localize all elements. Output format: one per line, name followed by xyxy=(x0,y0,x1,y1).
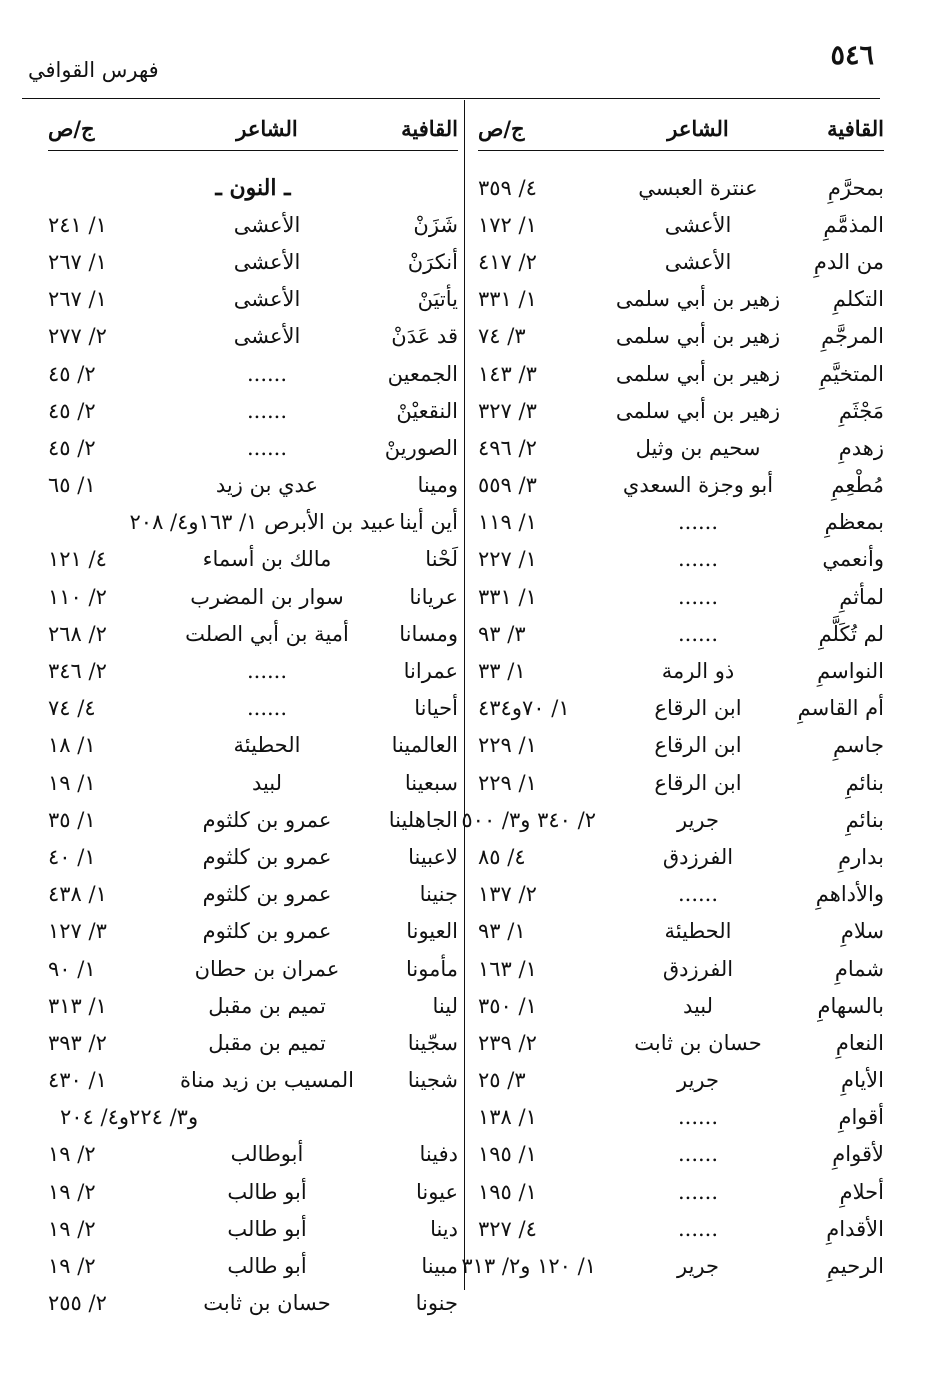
poet-name: أمية بن أبي الصلت xyxy=(185,621,349,646)
index-entry xyxy=(48,950,458,987)
left-column xyxy=(48,108,458,1322)
poet-name: لبيد xyxy=(682,993,714,1018)
index-entry xyxy=(48,1136,458,1173)
index-entry xyxy=(48,206,458,243)
index-entry xyxy=(478,243,884,280)
index-entry xyxy=(48,1210,458,1247)
volume-page-ref: ١/ ١٨ xyxy=(48,733,96,758)
poet-name: عنترة العبسي xyxy=(638,175,758,200)
rhyme-word: العالمينا xyxy=(391,733,458,758)
rhyme-word: أين أينا xyxy=(399,510,458,535)
poet-name: مالك بن أسماء xyxy=(202,547,332,572)
index-entry xyxy=(478,541,884,578)
rhyme-word: جاسمِ xyxy=(833,733,884,758)
volume-page-ref: ١/ ٢٢٧ xyxy=(478,547,537,572)
rhyme-word: الأيامِ xyxy=(840,1068,884,1093)
poet-name: الأعشى xyxy=(664,212,732,237)
rhyme-word: لمأثمِ xyxy=(839,584,884,609)
poet-name: ...... xyxy=(677,547,719,572)
volume-page-ref: ٤/ ١٢١ xyxy=(48,547,107,572)
index-entry xyxy=(478,876,884,913)
rhyme-word: من الدمِ xyxy=(813,249,884,274)
volume-page-ref: ١/ ٤٣٨ xyxy=(48,882,107,907)
index-entry xyxy=(478,1024,884,1061)
poet-name: الأعشى xyxy=(233,324,301,349)
volume-page-ref: ٢/ ٤١٧ xyxy=(478,249,537,274)
volume-page-ref: ٤/ ٣٥٩ xyxy=(478,175,537,200)
poet-name: سوار بن المضرب xyxy=(190,584,344,609)
index-entry xyxy=(478,727,884,764)
index-entry xyxy=(478,578,884,615)
volume-page-ref: ١/ ١٩ xyxy=(48,770,96,795)
volume-page-ref: ٤/ ٣٢٧ xyxy=(478,1216,537,1241)
rhyme-word: أم القاسمِ xyxy=(797,696,884,721)
rhyme-word: الأقدامِ xyxy=(826,1216,884,1241)
poet-name: ابن الرقاع xyxy=(654,696,742,721)
volume-page-ref: ٢/ ٣٤٦ xyxy=(48,659,107,684)
poet-name: الفرزدق xyxy=(662,956,734,981)
volume-page-ref: ٢/ ٤٩٦ xyxy=(478,435,537,460)
poet-name: تميم بن مقبل xyxy=(208,1030,326,1055)
rhyme-word: المذمَّمِ xyxy=(823,212,884,237)
index-entry xyxy=(478,467,884,504)
right-column-header xyxy=(478,108,884,151)
poet-name: الأعشى xyxy=(233,287,301,312)
rhyme-word: مُطْعِمِ xyxy=(831,473,884,498)
index-entry xyxy=(478,764,884,801)
volume-page-ref: ١/ ٣٥٠ xyxy=(478,993,537,1018)
poet-name: تميم بن مقبل xyxy=(208,993,326,1018)
volume-page-ref: ١/ ٢٤١ xyxy=(48,212,107,237)
poet-name: عمرو بن كلثوم xyxy=(202,919,332,944)
rhyme-word: عمرانا xyxy=(403,659,458,684)
rhyme-word: جنونا xyxy=(415,1291,458,1316)
volume-page-ref: ٢/ ٢٧٧ xyxy=(48,324,107,349)
index-entry xyxy=(478,652,884,689)
volume-page-ref: ٣/ ١٤٣ xyxy=(478,361,537,386)
rhyme-word: لاعبينا xyxy=(408,844,458,869)
index-entry xyxy=(48,1099,458,1136)
volume-page-ref: ١/ ٣٣١ xyxy=(478,287,537,312)
poet-name: جرير xyxy=(677,1254,719,1279)
poet-name: ذو الرمة xyxy=(661,659,735,684)
index-entry xyxy=(478,504,884,541)
volume-page-ref: ١/ ١٩٥ xyxy=(478,1179,537,1204)
index-entry xyxy=(48,1062,458,1099)
index-entry xyxy=(478,1173,884,1210)
index-entry xyxy=(48,243,458,280)
volume-page-ref: ١/ ٩٣ xyxy=(478,919,526,944)
poet-name: ...... xyxy=(677,1105,719,1130)
left-column-header xyxy=(48,108,458,151)
rhyme-word: الجاهلينا xyxy=(388,807,458,832)
volume-page-ref: ١/ ٢٦٧ xyxy=(48,249,107,274)
poet-name: ...... xyxy=(246,435,288,460)
poet-name: الحطيئة xyxy=(233,733,301,758)
poet-name: الأعشى xyxy=(233,249,301,274)
poet-name: عمرو بن كلثوم xyxy=(202,882,332,907)
poet-name: أبوطالب xyxy=(230,1142,304,1167)
poet-name: أبو وجزة السعدي xyxy=(622,473,774,498)
page-number: ٥٤٦ xyxy=(830,40,874,71)
rhyme-word: الرحيمِ xyxy=(826,1254,884,1279)
index-entry xyxy=(478,690,884,727)
volume-page-ref: ٢/ ٤٥ xyxy=(48,361,96,386)
volume-page-ref: ٢/ ٤٥ xyxy=(48,398,96,423)
rhyme-word: شَزَنْ xyxy=(413,212,458,237)
rhyme-word: أحلامِ xyxy=(839,1179,884,1204)
volume-page-ref: ١/ ١١٩ xyxy=(478,510,537,535)
left-index-rows xyxy=(48,169,458,1322)
poet-name: زهير بن أبي سلمى xyxy=(615,361,781,386)
rhyme-word: شجينا xyxy=(407,1068,458,1093)
index-entry xyxy=(48,690,458,727)
rhyme-word: سلامِ xyxy=(840,919,884,944)
volume-page-ref: ٣/ ٢٥ xyxy=(478,1068,526,1093)
volume-page-ref: ٢/ ١٩ xyxy=(48,1142,96,1167)
index-entry xyxy=(478,1099,884,1136)
column-divider xyxy=(464,100,465,1290)
rhyme-word: مَجْثَمِ xyxy=(838,398,884,423)
rhyme-word: بمحرَّمِ xyxy=(827,175,884,200)
index-entry xyxy=(48,727,458,764)
index-entry xyxy=(48,913,458,950)
rhyme-word: المرجَّمِ xyxy=(821,324,884,349)
volume-page-ref: ٢/ ١٩ xyxy=(48,1254,96,1279)
volume-page-ref: ٣/ ٥٥٩ xyxy=(478,473,537,498)
volume-page-ref: ٣/ ٣٢٧ xyxy=(478,398,537,423)
poet-name: ...... xyxy=(677,1216,719,1241)
index-entry xyxy=(48,355,458,392)
index-entry xyxy=(478,355,884,392)
index-entry xyxy=(48,541,458,578)
header-qafiya: القافية xyxy=(827,115,884,141)
index-entry xyxy=(48,504,458,541)
rhyme-word: لينا xyxy=(432,993,458,1018)
index-entry xyxy=(478,838,884,875)
volume-page-ref: ١/ ٤٠ xyxy=(48,844,96,869)
rhyme-word: النعامِ xyxy=(835,1030,884,1055)
poet-name: الحطيئة xyxy=(664,919,732,944)
volume-page-ref: ١/ ١٢٠ و٢/ ٣١٣ xyxy=(461,1254,596,1279)
index-entry xyxy=(48,1247,458,1284)
volume-page-ref: ٢/ ٣٤٠ و٣/ ٥٠٠ xyxy=(461,807,596,832)
rhyme-word: بالسهامِ xyxy=(817,993,884,1018)
index-entry xyxy=(48,838,458,875)
rhyme-word: دفينا xyxy=(419,1142,458,1167)
index-entry xyxy=(48,1024,458,1061)
rhyme-word: التكلمِ xyxy=(832,287,884,312)
rhyme-word: بنائمِ xyxy=(845,807,884,832)
poet-name: عبيد بن الأبرص ١/ ١٦٣و٤/ ٢٠٨ xyxy=(129,510,397,535)
rhyme-word: الجمعين xyxy=(387,361,458,386)
volume-page-ref: ٢/ ٤٥ xyxy=(48,435,96,460)
poet-name: ...... xyxy=(677,584,719,609)
rhyme-word: وأنعمي xyxy=(822,547,884,572)
volume-page-ref: ٢/ ١٩ xyxy=(48,1216,96,1241)
index-entry xyxy=(48,392,458,429)
poet-name: زهير بن أبي سلمى xyxy=(615,324,781,349)
running-title: فهرس القوافي xyxy=(28,58,159,82)
volume-page-ref: ٢/ ١٩ xyxy=(48,1179,96,1204)
index-entry xyxy=(48,615,458,652)
volume-page-ref: ٢/ ١١٠ xyxy=(48,584,107,609)
index-entry xyxy=(48,318,458,355)
volume-page-ref: ٣/ ٩٣ xyxy=(478,621,526,646)
rhyme-word: دينا xyxy=(430,1216,458,1241)
poet-name: لبيد xyxy=(251,770,283,795)
poet-name: سحيم بن وثيل xyxy=(635,435,761,460)
volume-page-ref: ٤/ ٧٤ xyxy=(48,696,96,721)
rhyme-word: لأقوامِ xyxy=(832,1142,884,1167)
volume-page-ref: ٢/ ١٣٧ xyxy=(478,882,537,907)
right-column xyxy=(461,108,884,1285)
rhyme-word: بنائمِ xyxy=(845,770,884,795)
poet-name: حسان بن ثابت xyxy=(634,1030,762,1055)
poet-name: ...... xyxy=(246,398,288,423)
poet-name: ...... xyxy=(246,696,288,721)
poet-name: زهير بن أبي سلمى xyxy=(615,287,781,312)
volume-page-ref: ٤/ ٨٥ xyxy=(478,844,526,869)
rhyme-word: عيونا xyxy=(416,1179,458,1204)
section-heading-nun: ـ النون ـ xyxy=(215,174,291,201)
poet-name: جرير xyxy=(677,807,719,832)
index-entry xyxy=(478,987,884,1024)
rhyme-word: أنكرَنْ xyxy=(407,249,458,274)
rhyme-word: قد عَدَنْ xyxy=(391,324,458,349)
rhyme-word: ومينا xyxy=(417,473,458,498)
rhyme-word: جنينا xyxy=(419,882,458,907)
header-shaer: الشاعر xyxy=(667,115,729,141)
index-entry xyxy=(478,1062,884,1099)
right-index-rows xyxy=(461,169,884,1285)
index-entry xyxy=(48,578,458,615)
index-entry xyxy=(461,1247,884,1284)
index-entry xyxy=(478,206,884,243)
header-jiz-safha: ج/ص xyxy=(478,115,525,141)
poet-name: أبو طالب xyxy=(227,1216,307,1241)
rhyme-word: أحيانا xyxy=(414,696,458,721)
rhyme-word: زهدمِ xyxy=(838,435,884,460)
index-entry xyxy=(478,913,884,950)
index-entry xyxy=(48,1173,458,1210)
rhyme-word: بدارمِ xyxy=(838,844,884,869)
volume-page-ref: ١/ ٤٣٠ xyxy=(48,1068,107,1093)
index-entry xyxy=(48,281,458,318)
volume-page-ref: ١/ ٧٠و٤٣٤ xyxy=(478,696,570,721)
poet-name: ...... xyxy=(677,621,719,646)
index-entry xyxy=(48,764,458,801)
reference-continuation: و٣/ ٢٢٤و٤/ ٢٠٤ xyxy=(60,1105,199,1130)
poet-name: جرير xyxy=(677,1068,719,1093)
poet-name: ابن الرقاع xyxy=(654,770,742,795)
poet-name: ...... xyxy=(677,1142,719,1167)
volume-page-ref: ١/ ٦٥ xyxy=(48,473,96,498)
volume-page-ref: ١/ ٣٣ xyxy=(478,659,526,684)
rhyme-word: يأتيَنْ xyxy=(417,287,458,312)
index-entry xyxy=(48,429,458,466)
volume-page-ref: ١/ ١٩٥ xyxy=(478,1142,537,1167)
rhyme-word: لَحْنا xyxy=(425,547,458,572)
poet-name: زهير بن أبي سلمى xyxy=(615,398,781,423)
volume-page-ref: ١/ ٣٣١ xyxy=(478,584,537,609)
poet-name: عمران بن حطان xyxy=(194,956,340,981)
volume-page-ref: ٣/ ٧٤ xyxy=(478,324,526,349)
index-entry xyxy=(478,429,884,466)
rhyme-word: عريانا xyxy=(409,584,458,609)
rhyme-word: المتخيَّمِ xyxy=(819,361,884,386)
index-entry xyxy=(478,281,884,318)
volume-page-ref: ١/ ١٣٨ xyxy=(478,1105,537,1130)
volume-page-ref: ١/ ١٧٢ xyxy=(478,212,537,237)
poet-name: الفرزدق xyxy=(662,844,734,869)
volume-page-ref: ٣/ ١٢٧ xyxy=(48,919,107,944)
rhyme-word: سبعينا xyxy=(404,770,458,795)
index-entry xyxy=(461,801,884,838)
poet-name: ابن الرقاع xyxy=(654,733,742,758)
poet-name: المسيب بن زيد مناة xyxy=(180,1068,354,1093)
poet-name: ...... xyxy=(677,1179,719,1204)
header-shaer: الشاعر xyxy=(236,115,298,141)
poet-name: الأعشى xyxy=(233,212,301,237)
volume-page-ref: ٢/ ٣٩٣ xyxy=(48,1030,107,1055)
poet-name: ...... xyxy=(246,361,288,386)
index-entry xyxy=(48,801,458,838)
rhyme-word: ومسانا xyxy=(399,621,458,646)
poet-name: ...... xyxy=(677,882,719,907)
volume-page-ref: ٢/ ٢٣٩ xyxy=(478,1030,537,1055)
index-entry xyxy=(478,169,884,206)
poet-name: عدي بن زيد xyxy=(215,473,319,498)
volume-page-ref: ١/ ٩٠ xyxy=(48,956,96,981)
rhyme-word: العيونا xyxy=(406,919,458,944)
index-entry xyxy=(478,318,884,355)
index-entry xyxy=(48,876,458,913)
rhyme-word: بمعظمِ xyxy=(824,510,884,535)
rhyme-word: الصورينْ xyxy=(384,435,458,460)
rhyme-word: شمامِ xyxy=(834,956,884,981)
index-entry xyxy=(48,467,458,504)
rhyme-word: النقعيْنْ xyxy=(396,398,458,423)
index-entry xyxy=(48,1285,458,1322)
index-entry xyxy=(478,1136,884,1173)
index-entry xyxy=(48,987,458,1024)
index-entry xyxy=(48,652,458,689)
rhyme-word: النواسمِ xyxy=(817,659,884,684)
volume-page-ref: ٢/ ٢٥٥ xyxy=(48,1291,107,1316)
poet-name: عمرو بن كلثوم xyxy=(202,844,332,869)
volume-page-ref: ٢/ ٢٦٨ xyxy=(48,621,107,646)
volume-page-ref: ١/ ١٦٣ xyxy=(478,956,537,981)
poet-name: أبو طالب xyxy=(227,1254,307,1279)
poet-name: أبو طالب xyxy=(227,1179,307,1204)
volume-page-ref: ١/ ٢٢٩ xyxy=(478,770,537,795)
poet-name: حسان بن ثابت xyxy=(203,1291,331,1316)
header-jiz-safha: ج/ص xyxy=(48,115,95,141)
volume-page-ref: ١/ ٣٥ xyxy=(48,807,96,832)
poet-name: عمرو بن كلثوم xyxy=(202,807,332,832)
poet-name: ...... xyxy=(677,510,719,535)
rhyme-word: مأمونا xyxy=(406,956,458,981)
rhyme-word: لم تُكَلَّمِ xyxy=(818,621,884,646)
rhyme-word: أقوامِ xyxy=(838,1105,884,1130)
poet-name: ...... xyxy=(246,659,288,684)
volume-page-ref: ١/ ٢٦٧ xyxy=(48,287,107,312)
rhyme-word: مبينا xyxy=(421,1254,458,1279)
index-entry xyxy=(478,950,884,987)
index-entry xyxy=(478,615,884,652)
top-rule xyxy=(22,98,880,99)
rhyme-word: والأداهمِ xyxy=(815,882,884,907)
header-qafiya: القافية xyxy=(401,115,458,141)
poet-name: الأعشى xyxy=(664,249,732,274)
volume-page-ref: ١/ ٢٢٩ xyxy=(478,733,537,758)
index-entry xyxy=(478,392,884,429)
index-entry xyxy=(478,1210,884,1247)
rhyme-word: سجّينا xyxy=(407,1030,458,1055)
volume-page-ref: ١/ ٣١٣ xyxy=(48,993,107,1018)
